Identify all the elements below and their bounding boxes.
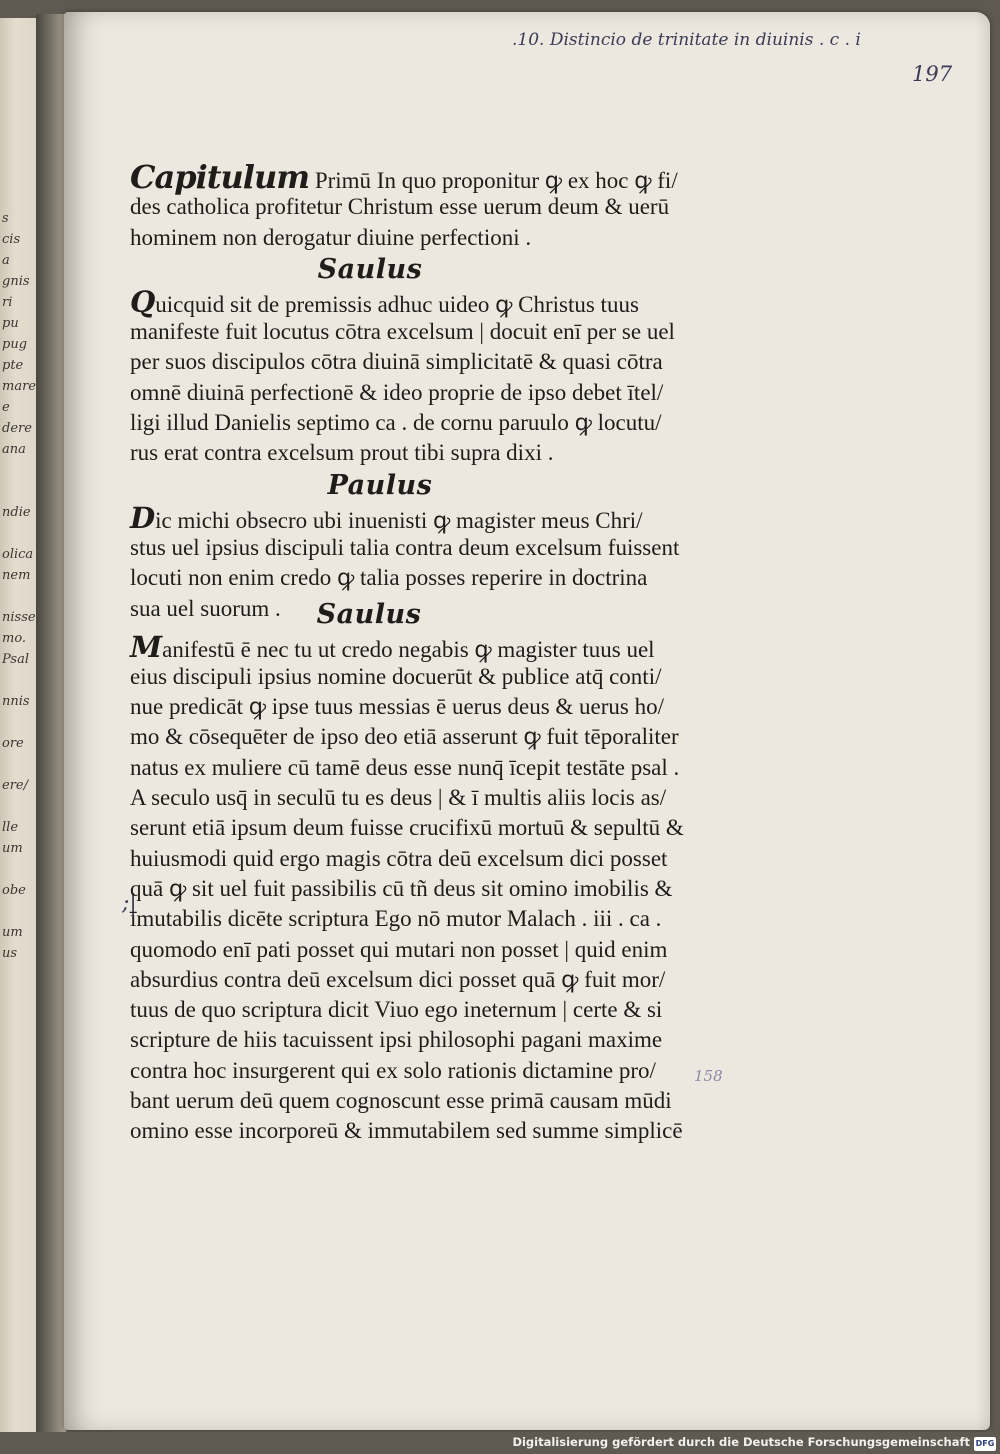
text-line: īmutabilis dicēte scriptura Ego nō mutor Malach . iii . ca .	[130, 906, 662, 932]
text-line-body: ic michi obsecro ubi inuenisti ꝙ magister meus Chri/	[155, 507, 643, 533]
previous-leaf-fragment: ri	[2, 295, 13, 310]
previous-leaf-fragment: s	[2, 211, 9, 226]
text-line: stus uel ipsius discipuli talia contra deum excelsum fuissent	[130, 534, 680, 560]
text-line	[130, 500, 720, 535]
folio-number: 197	[912, 62, 953, 86]
previous-leaf-text-fragments	[2, 208, 38, 1208]
text-line: nue predicāt ꝙ ipse tuus messias ē uerus deus & uerus ho/	[130, 694, 665, 720]
text-line: huiusmodi quid ergo magis cōtra deū excelsum dici posset	[130, 845, 668, 871]
text-line: per suos discipulos cōtra diuinā simplicitatē & quasi cōtra	[130, 349, 663, 375]
margin-bracket-mark: ;|	[122, 891, 137, 916]
previous-leaf-fragment	[2, 754, 38, 775]
book-gutter	[36, 14, 66, 1434]
text-line	[130, 284, 720, 319]
previous-leaf-fragment: mare	[2, 379, 36, 394]
text-line: hominem non derogatur diuine perfectioni .	[130, 224, 532, 250]
text-line: quā ꝙ sit uel fuit passibilis cū tñ deus sit omino imobilis &	[130, 875, 673, 901]
text-line: sua uel suorum .	[130, 595, 281, 621]
previous-leaf-fragment: a	[2, 253, 10, 268]
text-line: A seculo usq̄ in seculū tu es deus | & ī multis aliis locis as/	[130, 785, 667, 811]
text-line: omnē diuinā perfectionē & ideo proprie de ipso debet ītel/	[130, 379, 664, 405]
previous-leaf-fragment: ndie	[2, 505, 31, 520]
text-line: bant uerum deū quem cognoscunt esse primā causam mūdi	[130, 1088, 672, 1114]
previous-leaf-fragment: pu	[2, 316, 19, 331]
previous-leaf-fragment: Psal	[2, 652, 29, 667]
previous-leaf-fragment: pte	[2, 358, 24, 373]
previous-leaf-fragment: mo.	[2, 631, 27, 646]
previous-leaf-edge	[0, 18, 41, 1433]
text-line	[130, 629, 720, 664]
text-line: natus ex muliere cū tamē deus esse nunq̄ īcepit testāte psal .	[130, 754, 680, 780]
text-line: rus erat contra excelsum prout tibi supra dixi .	[130, 440, 554, 466]
text-line: ligi illud Danielis septimo ca . de cornu paruulo ꝙ locutu/	[130, 410, 662, 436]
speaker-heading: Saulus	[316, 598, 422, 630]
previous-leaf-fragment: gnis	[2, 274, 30, 289]
speaker-heading: Saulus	[317, 253, 423, 285]
text-line: tuus de quo scriptura dicit Viuo ego ineternum | certe & si	[130, 997, 663, 1023]
previous-leaf-fragment	[2, 859, 38, 880]
footer-bar	[0, 1432, 1000, 1454]
text-line: des catholica profitetur Christum esse uerum deum & uerū	[130, 194, 670, 220]
text-line: eius discipuli ipsius nomine docuerūt & publice atq̄ conti/	[130, 663, 662, 689]
page-edge-shading	[976, 12, 990, 1430]
previous-leaf-fragment: olica	[2, 547, 34, 562]
previous-leaf-fragment: cis	[2, 232, 21, 247]
text-line: contra hoc insurgerent qui ex solo rationis dictamine pro/	[130, 1057, 656, 1083]
previous-leaf-fragment: obe	[2, 883, 26, 898]
previous-leaf-fragment: ana	[2, 442, 26, 457]
dfg-logo: DFG	[974, 1437, 996, 1451]
chapter-heading-line	[130, 158, 720, 196]
previous-leaf-fragment: um	[2, 841, 23, 856]
initial-letter: M	[130, 629, 163, 664]
previous-leaf-fragment	[2, 460, 38, 481]
speaker-heading: Paulus	[327, 469, 433, 501]
previous-leaf-fragment: e	[2, 400, 10, 415]
previous-leaf-fragment: us	[2, 946, 18, 961]
initial-letter: Q	[130, 284, 156, 319]
previous-leaf-fragment: nem	[2, 568, 31, 583]
manuscript-page	[64, 12, 990, 1430]
text-line: quomodo enī pati posset qui mutari non posset | quid enim	[130, 936, 668, 962]
previous-leaf-fragment: pug	[2, 337, 28, 352]
previous-leaf-fragment: nisse	[2, 610, 36, 625]
text-line: scripture de hiis tacuissent ipsi philosophi pagani maxime	[130, 1027, 663, 1053]
footer-credit: Digitalisierung gefördert durch die Deutsche Forschungsgemeinschaft	[512, 1435, 970, 1449]
previous-leaf-fragment	[2, 712, 38, 733]
previous-leaf-fragment	[2, 670, 38, 691]
text-line: absurdius contra deū excelsum dici posset quā ꝙ fuit mor/	[130, 966, 666, 992]
text-line-body: uicquid sit de premissis adhuc uideo ꝙ Christus tuus	[155, 291, 639, 317]
initial-letter: D	[130, 500, 156, 535]
previous-leaf-fragment: ere/	[2, 778, 28, 793]
previous-leaf-fragment	[2, 481, 38, 502]
pencil-page-number: 158	[694, 1067, 723, 1085]
previous-leaf-fragment: ore	[2, 736, 24, 751]
printed-text-block	[130, 158, 720, 1147]
previous-leaf-fragment: lle	[2, 820, 19, 835]
text-line: serunt etiā ipsum deum fuisse crucifixū mortuū & sepultū &	[130, 815, 684, 841]
text-line-body: anifestū ē nec tu ut credo negabis ꝙ magister tuus uel	[162, 636, 655, 662]
previous-leaf-fragment	[2, 523, 38, 544]
text-line: mo & cōsequēter de ipso deo etiā asserunt ꝙ fuit tēporaliter	[130, 724, 679, 750]
text-line: manifeste fuit locutus cōtra excelsum | docuit enī per se uel	[130, 319, 675, 345]
text-line: Primū In quo proponitur ꝙ ex hoc ꝙ fi/	[309, 168, 678, 193]
text-line: omino esse incorporeū & immutabilem sed summe simplicē	[130, 1118, 683, 1144]
previous-leaf-fragment	[2, 796, 38, 817]
text-line: locuti non enim credo ꝙ talia posses reperire in doctrina	[130, 565, 648, 591]
previous-leaf-fragment: nnis	[2, 694, 30, 709]
previous-leaf-fragment	[2, 901, 38, 922]
chapter-heading-word: Capitulum	[130, 158, 310, 196]
handwritten-header-note: .10. Distincio de trinitate in diuinis . c . i	[512, 30, 861, 50]
previous-leaf-fragment: um	[2, 925, 23, 940]
previous-leaf-fragment: dere	[2, 421, 32, 436]
